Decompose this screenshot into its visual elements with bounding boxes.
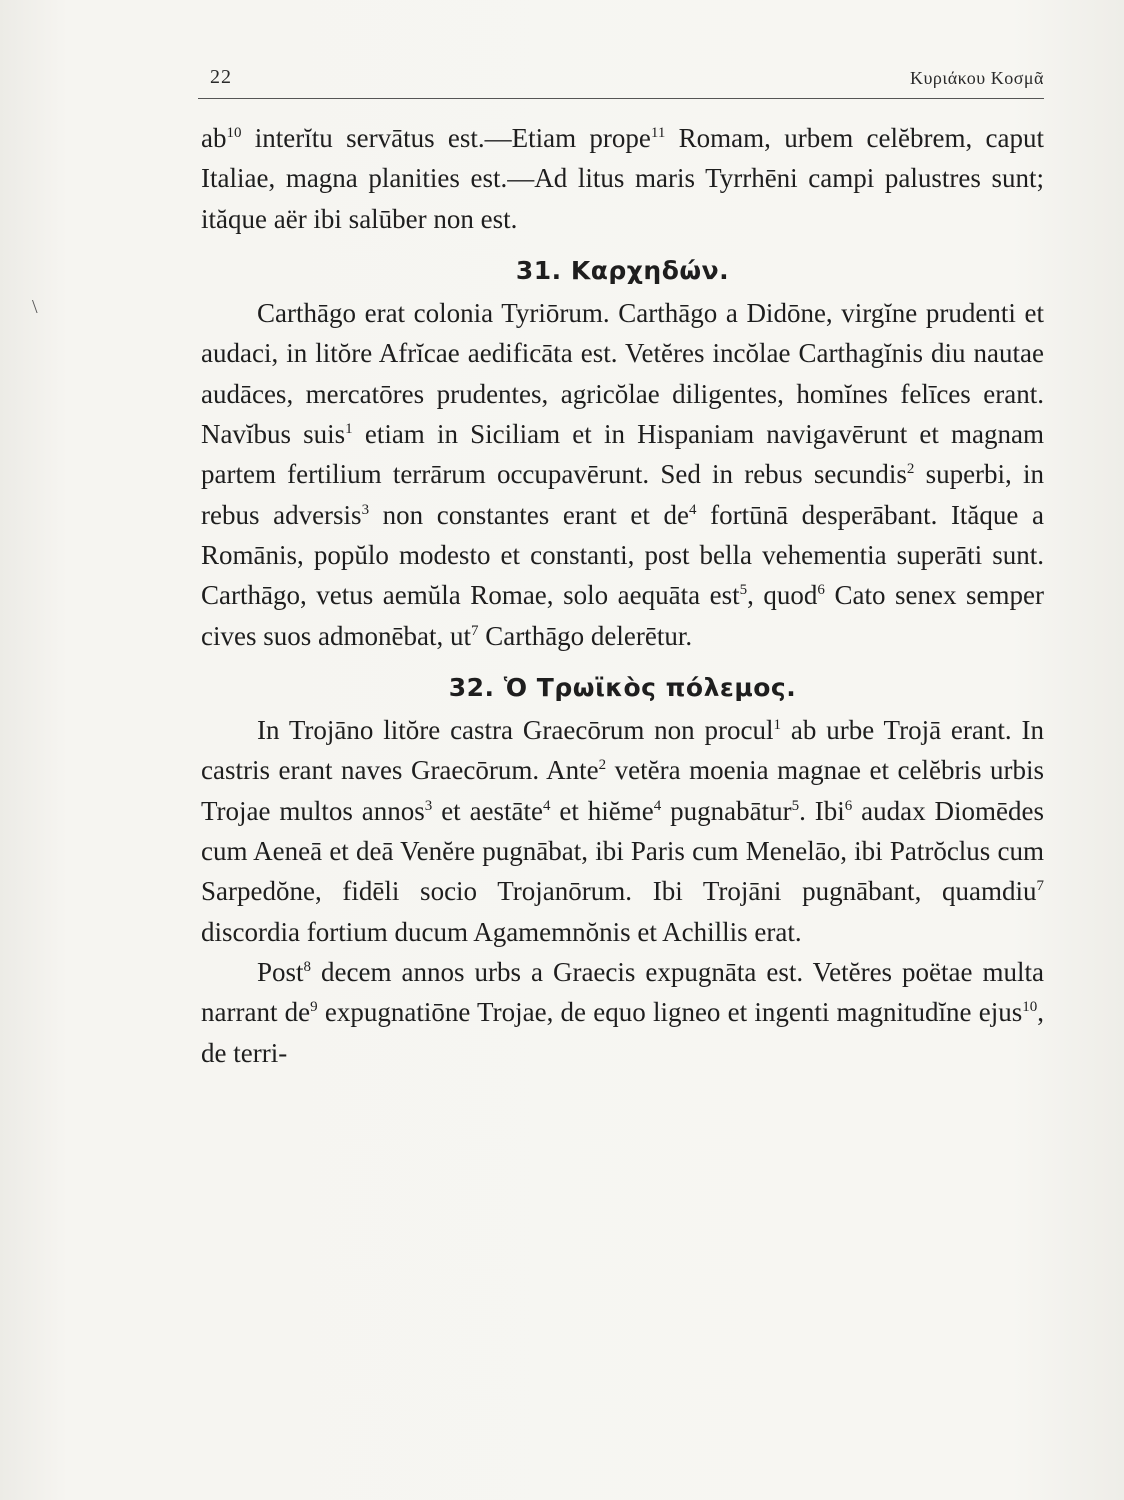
running-head: Κυριάκου Κοσμᾶ [909,68,1044,88]
body-text [201,118,1044,1073]
page-number: 22 [210,66,232,88]
section-heading-32: 32. Ὁ Τρωϊκὸς πόλεμος. [448,672,797,702]
margin-mark: \ [32,296,38,318]
page-header [198,62,1044,102]
paragraph-3: In Trojāno litŏre castra Graecōrum non procul$^1$ ab urbe Trojā erant. In castris erant naves Graecōrum. Ante$^2$ vetĕra moenia magnae et celĕbris urbis Trojae multos annos$^3$ et aestāte$^4$ et hiĕme$^4$ pugnabātur$^5$. Ibi$^6$ audax Diomēdes cum Aeneā et deā Venĕre pugnābat, ibi Paris cum Menelāo, ibi Patrŏclus cum Sarpedŏne, fidēli socio Trojanōrum. Ibi Trojāni pugnābant, quamdiu$^7$ discordia fortium ducum Agamemnŏnis et Achillis erat. [201,715,1045,947]
paragraph-2: Carthāgo erat colonia Tyriōrum. Carthāgo a Didōne, virgĭne prudenti et audaci, in litŏre Afrĭcae aedificāta est. Vetĕres incŏlae Carthagĭnis diu nautae audāces, mercatōres prudentes, agricŏlae diligentes, homĭnes felīces erant. Navĭbus suis$^1$ etiam in Siciliam et in Hispaniam navigavērunt et magnam partem fertilium terrārum occupavērunt. Sed in rebus secundis$^2$ superbi, in rebus adversis$^3$ non constantes erant et $de^4$ fortūnā desperābant. Ităque a Romānis, popŭlo modesto et constanti, post bella vehementia superāti sunt. Carthāgo, vetus aemŭla Romae, solo aequāta est$^5$, quod$^6$ Cato senex semper cives suos admonēbat, $ut^7$ Carthāgo delerētur. [201,298,1044,651]
paragraph-1: $ab^{10}$ interĭtu servātus est.—Etiam prope$^{11}$ Romam, urbem celĕbrem, caput Italiae, magna planities est.—Ad litus maris Tyrrhēni campi palustres sunt; ităque aër ibi salūber non est. [201,123,1044,234]
paragraph-4: Post$^8$ decem annos urbs a Graecis expugnāta est. Vetĕres poëtae multa narrant $de^9$ expugnatiōne Trojae, de equo ligneo et ingenti magnitudĭne ejus$^{10}$, de terri- [201,956,1044,1068]
section-heading-31: 31. Καρχηδών. [515,255,730,285]
header-rule [198,98,1044,99]
